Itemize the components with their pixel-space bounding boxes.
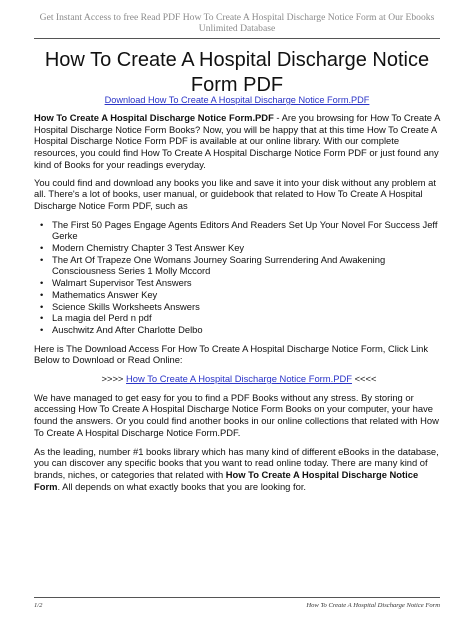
list-item [40, 300, 444, 313]
list-item-text: Modern Chemistry Chapter 3 Test Answer Key [52, 242, 245, 254]
bullet-icon: • [40, 253, 44, 265]
intro-paragraph [34, 112, 444, 171]
list-item [40, 288, 444, 301]
bullet-icon: • [40, 288, 44, 300]
intro-text: - Are you browsing for How To Create A Hospital Discharge Notice Form Books? Now, you will be happy that at this time How To Create A Hospital Discharge Notice Form PDF is available at our online library. With our complete resources, you could find How To Create A Hospital Discharge Notice Form PDF or just found any kind of Books for your readings everyday. [34, 112, 440, 170]
list-item [40, 312, 444, 324]
footer-title: How To Create A Hospital Discharge Notice Form [306, 602, 440, 609]
list-item-text: Mathematics Answer Key [52, 288, 158, 300]
list-item-text: La magia del Perd n pdf [52, 312, 152, 324]
bullet-icon: • [40, 300, 44, 312]
list-item [40, 323, 444, 336]
list-item [40, 253, 444, 277]
page-title: How To Create A Hospital Discharge Notice Form PDF [44, 49, 430, 96]
arrows-prefix: >>>> [101, 373, 127, 385]
read-online-line [34, 373, 444, 385]
list-item-text: Auschwitz And After Charlotte Delbo [52, 323, 203, 335]
top-banner: Get Instant Access to free Read PDF How To Create A Hospital Discharge Notice Form at Our Ebooks Unlimited Database [39, 12, 435, 34]
list-item [40, 242, 444, 254]
list-item [40, 218, 444, 242]
bullet-icon: • [40, 312, 44, 324]
list-item-text: Walmart Supervisor Test Answers [52, 277, 192, 289]
list-item-text: The First 50 Pages Engage Agents Editors And Readers Set Up Your Novel For Success Jeff Gerke [52, 218, 438, 242]
bullet-icon: • [40, 218, 44, 230]
leading-tail: . All depends on what exactly books that you are looking for. [57, 480, 307, 492]
leading-text: As the leading, number #1 books library which has many kind of different eBooks in the database, you can discover any specific books that you want to read online today. There are many kind of brands, niches, or categories that related with [34, 445, 439, 480]
related-books-list [34, 219, 444, 336]
intro-bold-title: How To Create A Hospital Discharge Notice Form.PDF [34, 112, 274, 123]
list-item-text: Science Skills Worksheets Answers [52, 300, 200, 312]
read-online-link[interactable]: How To Create A Hospital Discharge Notice Form.PDF [126, 373, 352, 385]
bullet-icon: • [40, 323, 44, 335]
find-paragraph: You could find and download any books you like and save it into your disk without any problem at all. There's a lot of books, user manual, or guidebook that related to How To Create A Hospital Discharge Notice Form PDF, such as [34, 176, 436, 211]
list-item [40, 277, 444, 289]
page-number: 1/2 [34, 602, 43, 609]
header-divider [34, 38, 440, 39]
managed-paragraph: We have managed to get easy for you to find a PDF Books without any stress. By storing or accessing How To Create A Hospital Discharge Notice Form Books on your computer, your have found the answers. Or you could find another books in our online collections that related with How To Create A Hospital Discharge Notice Form.PDF. [34, 391, 439, 438]
main-content [34, 112, 444, 498]
access-paragraph: Here is The Download Access For How To Create A Hospital Discharge Notice Form, Click Link Below to Download or Read Online: [34, 342, 429, 366]
bullet-icon: • [40, 277, 44, 289]
leading-paragraph [34, 446, 444, 493]
list-item-text: The Art Of Trapeze One Womans Journey Soaring Surrendering And Awakening Consciousness Series 1 Molly Mccord [52, 253, 386, 277]
footer-divider [34, 597, 440, 598]
download-link-container [34, 95, 440, 105]
leading-bold-title: How To Create A Hospital Discharge Notice Form [34, 468, 419, 492]
arrows-suffix: <<<< [351, 373, 377, 385]
download-link[interactable]: Download How To Create A Hospital Discharge Notice Form.PDF [104, 95, 370, 105]
bullet-icon: • [40, 242, 44, 254]
